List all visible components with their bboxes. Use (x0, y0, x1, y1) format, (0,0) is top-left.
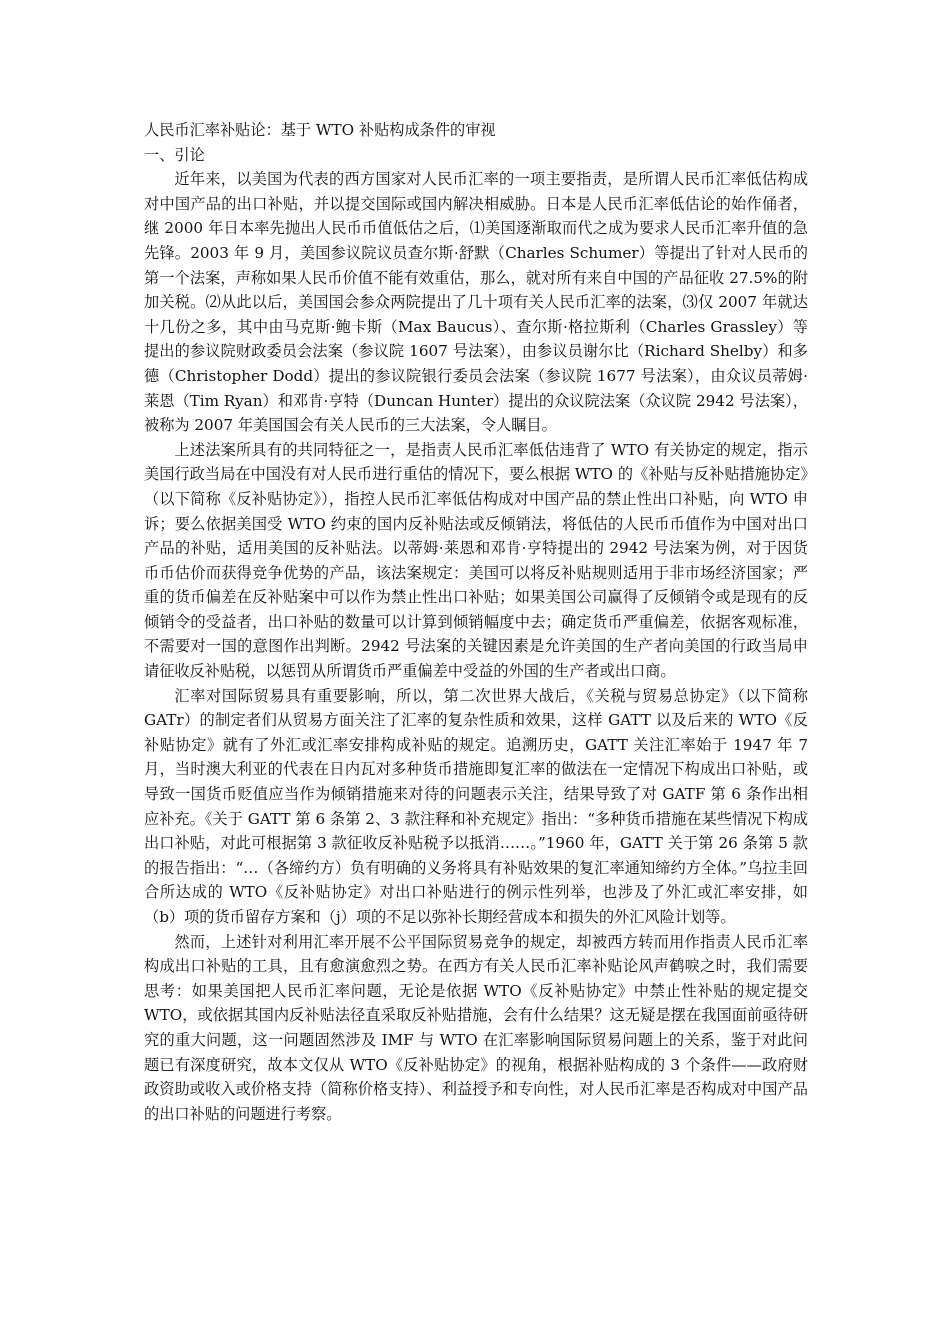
paragraph-1: 近年来，以美国为代表的西方国家对人民币汇率的一项主要指责，是所谓人民币汇率低估构成对中国产品的出口补贴，并以提交国际或国内解决相威胁。日本是人民币汇率低估论的始作俑者，继 2000 年日本率先抛出人民币币值低估之后，⑴美国逐渐取而代之成为要求人民币汇率升值的急先锋。2003 年 9 月，美国参议院议员查尔斯·舒默（Charles Schumer）等提出了针对人民币的第一个法案，声称如果人民币价值不能有效重估，那么，就对所有来自中国的产品征收 27.5%的附加关税。⑵从此以后，美国国会参众两院提出了几十项有关人民币汇率的法案，⑶仅 2007 年就达十几份之多，其中由马克斯·鲍卡斯（Max Baucus）、查尔斯·格拉斯利（Charles Grassley）等提出的参议院财政委员会法案（参议院 1607 号法案），由参议员谢尔比（Richard Shelby）和多德（Christopher Dodd）提出的参议院银行委员会法案（参议院 1677 号法案），由众议员蒂姆·莱恩（Tim Ryan）和邓肯·亨特（Duncan Hunter）提出的众议院法案（众议院 2942 号法案），被称为 2007 年美国国会有关人民币的三大法案，令人瞩目。 (144, 170, 808, 435)
section-heading: 一、引论 (144, 145, 205, 164)
document-title: 人民币汇率补贴论：基于 WTO 补贴构成条件的审视 (144, 121, 496, 139)
paragraph-2: 上述法案所具有的共同特征之一，是指责人民币汇率低估违背了 WTO 有关协定的规定，指示美国行政当局在中国没有对人民币进行重估的情况下，要么根据 WTO 的《补贴与反补贴措施协定》（以下简称《反补贴协定》），指控人民币汇率低估构成对中国产品的禁止性出口补贴，向 WTO 申诉；要么依据美国受 WTO 约束的国内反补贴法或反倾销法，将低估的人民币币值作为中国对出口产品的补贴，适用美国的反补贴法。以蒂姆·莱恩和邓肯·亨特提出的 2942 号法案为例，对于因货币币估价而获得竞争优势的产品，该法案规定：美国可以将反补贴规则适用于非市场经济国家；严重的货币偏差在反补贴案中可以作为禁止性出口补贴；如果美国公司赢得了反倾销令或是现有的反倾销令的受益者，出口补贴的数量可以计算到倾销幅度中去；确定货币严重偏差，依据客观标准，不需要对一国的意图作出判断。2942 号法案的关键因素是允许美国的生产者向美国的行政当局申请征收反补贴税，以惩罚从所谓货币严重偏差中受益的外国的生产者或出口商。 (144, 440, 808, 681)
paragraph-4: 然而，上述针对利用汇率开展不公平国际贸易竞争的规定，却被西方转而用作指责人民币汇率构成出口补贴的工具，且有愈演愈烈之势。在西方有关人民币汇率补贴论风声鹤唳之时，我们需要思考：如果美国把人民币汇率问题，无论是依据 WTO《反补贴协定》中禁止性补贴的规定提交 WTO，或依据其国内反补贴法径直采取反补贴措施，会有什么结果？这无疑是摆在我国面前亟待研究的重大问题，这一问题固然涉及 IMF 与 WTO 在汇率影响国际贸易问题上的关系，鉴于对此问题已有深度研究，故本文仅从 WTO《反补贴协定》的视角，根据补贴构成的 3 个条件——政府财政资助或收入或价格支持（简称价格支持）、利益授予和专向性，对人民币汇率是否构成对中国产品的出口补贴的问题进行考察。 (144, 932, 808, 1123)
document-page (144, 118, 808, 1126)
paragraph-3: 汇率对国际贸易具有重要影响，所以，第二次世界大战后，《关税与贸易总协定》（以下简称 GATr）的制定者们从贸易方面关注了汇率的复杂性质和效果，这样 GATT 以及后来的 WTO《反补贴协定》就有了外汇或汇率安排构成补贴的规定。追溯历史，GATT 关注汇率始于 1947 年 7 月，当时澳大利亚的代表在日内瓦对多种货币措施即复汇率的做法在一定情况下构成出口补贴，或导致一国货币贬值应当作为倾销措施来对待的问题表示关注，结果导致了对 GATF 第 6 条作出相应补充。《关于 GATT 第 6 条第 2、3 款注释和补充规定》指出：“多种货币措施在某些情况下构成出口补贴，对此可根据第 3 款征收反补贴税予以抵消……。”1960 年，GATT 关于第 26 条第 5 款的报告指出：“…（各缔约方）负有明确的义务将具有补贴效果的复汇率通知缔约方全体。”乌拉圭回合所达成的 WTO《反补贴协定》对出口补贴进行的例示性列举，也涉及了外汇或汇率安排，如（b）项的货币留存方案和（j）项的不足以弥补长期经营成本和损失的外汇风险计划等。 (144, 686, 808, 926)
